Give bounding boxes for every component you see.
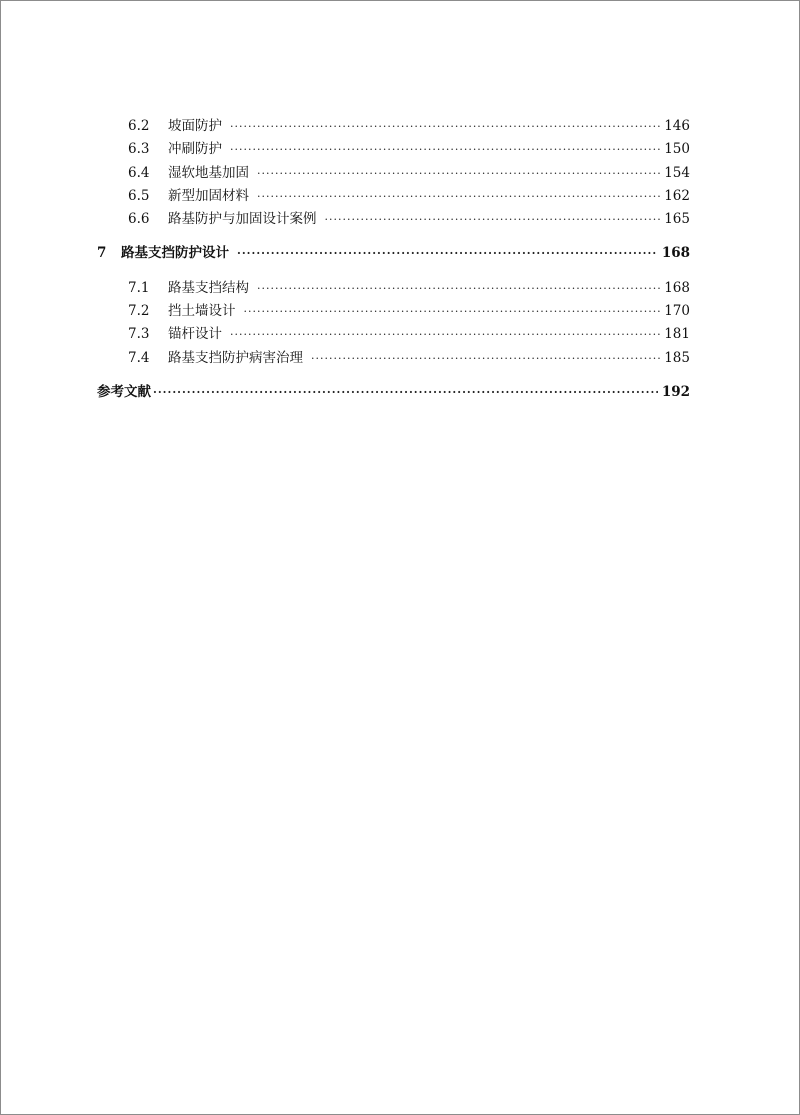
toc-entry-6-4[interactable]	[97, 162, 690, 185]
page-number: 181	[664, 326, 690, 343]
section-title: 路基防护与加固设计案例	[168, 211, 317, 228]
section-title: 路基支挡防护病害治理	[168, 349, 303, 366]
table-of-contents	[97, 115, 690, 404]
toc-entry-7-4[interactable]	[97, 347, 690, 370]
toc-entry-7-2[interactable]	[97, 300, 690, 323]
page-number: 168	[664, 279, 690, 296]
page-number: 185	[664, 349, 690, 366]
chapter-title: 路基支挡防护设计	[121, 245, 229, 262]
dot-leader	[244, 300, 661, 323]
dot-leader	[257, 162, 660, 185]
page-number: 154	[664, 164, 690, 181]
page-number: 162	[664, 187, 690, 204]
dot-leader	[230, 115, 660, 138]
toc-entry-7-1[interactable]	[97, 277, 690, 300]
section-title: 坡面防护	[168, 118, 222, 134]
section-number: 6.3	[128, 141, 150, 158]
page-number: 170	[664, 303, 690, 320]
page-number: 146	[664, 118, 690, 134]
toc-entry-6-2[interactable]	[97, 115, 690, 138]
dot-leader	[237, 242, 658, 265]
page-number: 168	[661, 245, 690, 262]
section-number: 6.5	[128, 187, 150, 204]
toc-entry-7-3[interactable]	[97, 323, 690, 346]
section-title: 路基支挡结构	[168, 279, 249, 296]
section-number: 7.4	[128, 349, 150, 366]
section-number: 6.2	[128, 118, 150, 134]
toc-chapter-7[interactable]	[97, 242, 690, 265]
toc-entry-6-5[interactable]	[97, 185, 690, 208]
section-number: 6.6	[128, 211, 150, 228]
section-number: 6.4	[128, 164, 150, 181]
page-number: 165	[664, 211, 690, 228]
dot-leader	[257, 185, 660, 208]
dot-leader	[257, 277, 660, 300]
section-number: 7.2	[128, 303, 150, 320]
section-title: 挡土墙设计	[168, 303, 236, 320]
dot-leader	[230, 138, 660, 161]
references-title: 参考文献	[97, 383, 151, 400]
section-number: 7.3	[128, 326, 150, 343]
page-number: 150	[664, 141, 690, 158]
section-title: 锚杆设计	[168, 326, 222, 343]
section-title: 新型加固材料	[168, 187, 249, 204]
section-title: 冲刷防护	[168, 141, 222, 158]
dot-leader	[325, 208, 661, 231]
toc-entry-6-3[interactable]	[97, 138, 690, 161]
section-number: 7.1	[128, 279, 150, 296]
toc-references[interactable]	[97, 381, 690, 404]
section-title: 湿软地基加固	[168, 164, 249, 181]
chapter-number: 7	[97, 245, 107, 262]
page-number: 192	[661, 383, 690, 400]
dot-leader	[153, 381, 658, 404]
dot-leader	[230, 323, 660, 346]
toc-entry-6-6[interactable]	[97, 208, 690, 231]
dot-leader	[311, 347, 660, 370]
